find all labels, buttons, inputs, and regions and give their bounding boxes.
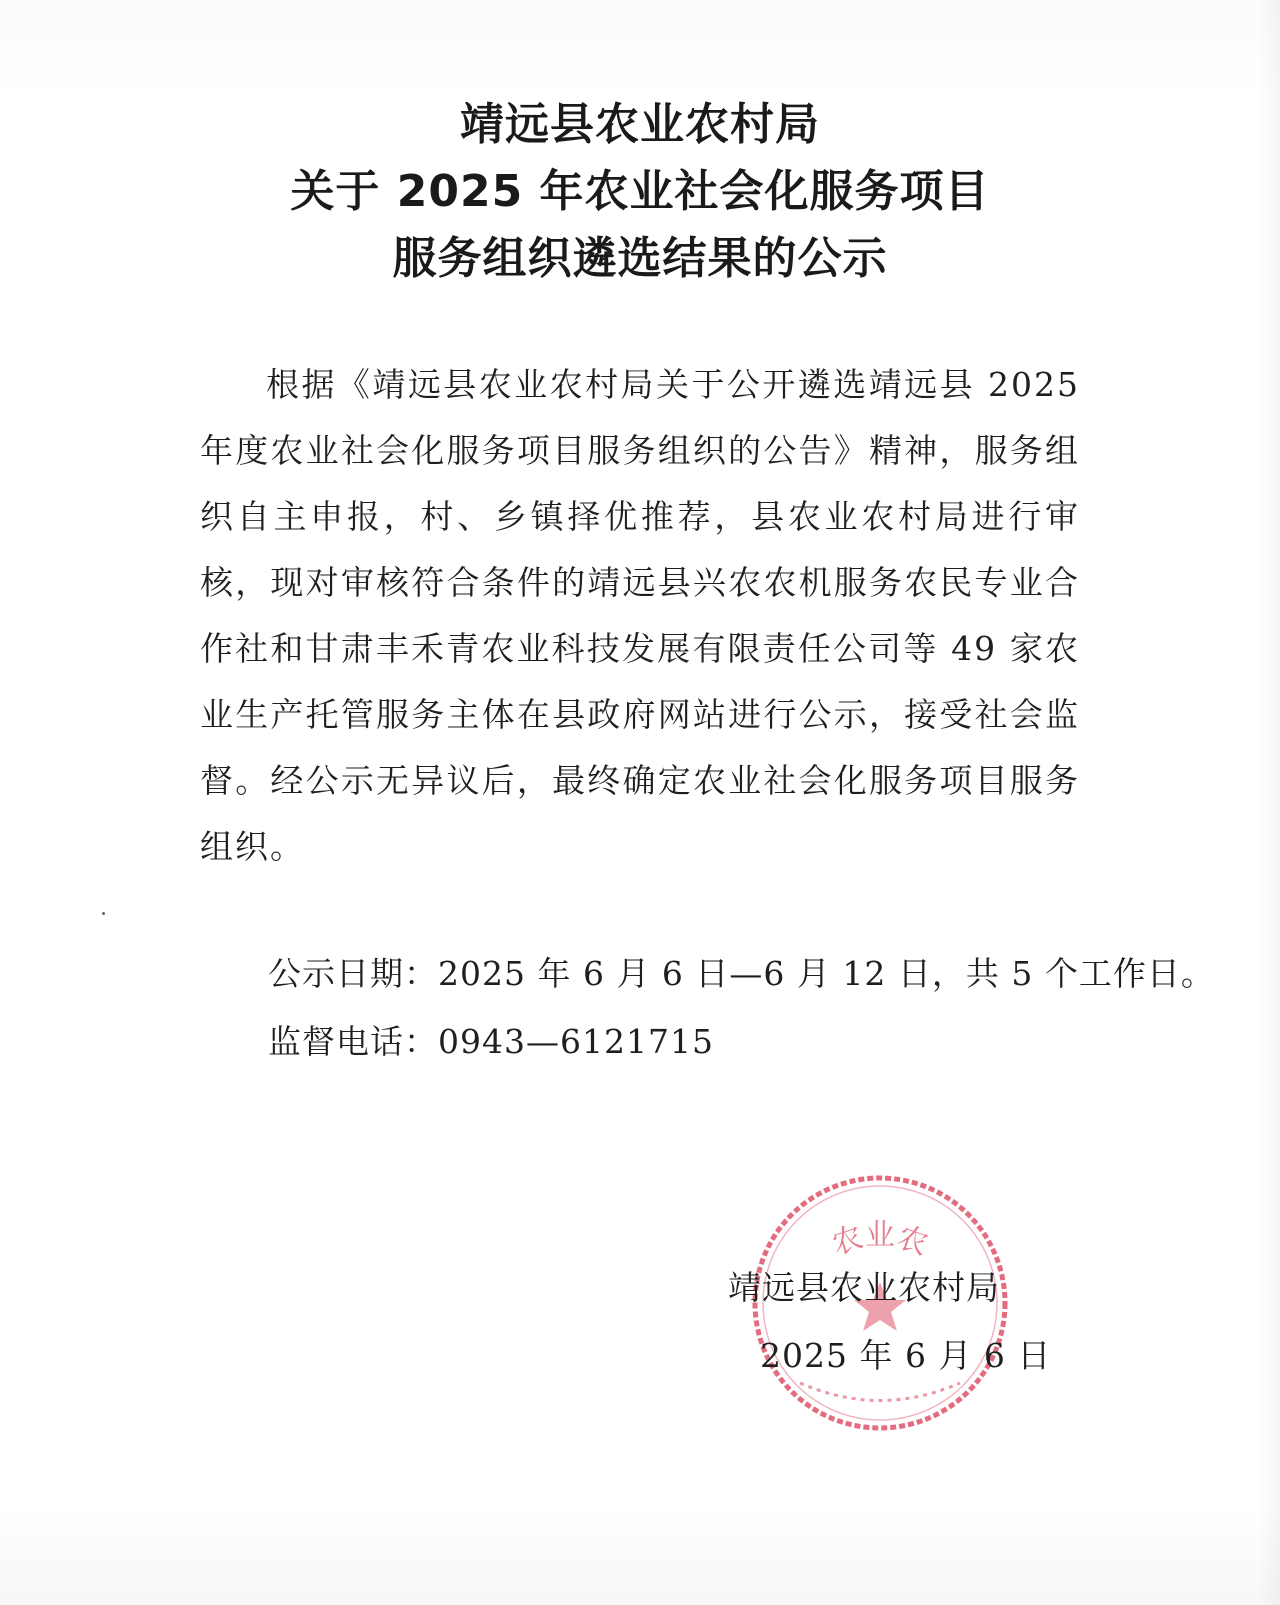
signature-date: 2025 年 6 月 6 日	[760, 1336, 1052, 1375]
title-line-1: 靖远县农业农村局	[460, 99, 820, 150]
body-paragraph: 根据《靖远县农业农村局关于公开遴选靖远县 2025 年度农业社会化服务项目服务组织的公告》精神，服务组织自主申报，村、乡镇择优推荐，县农业农村局进行审核，现对审核符合条件的靖远县兴农农机服务农民专业合作社和甘肃丰禾青农业科技发展有限责任公司等 49 家农业生产托管服务主体在县政府网站进行公示，接受社会监督。经公示无异议后，最终确定农业社会化服务项目服务组织。	[200, 365, 1080, 866]
title-line-2: 关于 2025 年农业社会化服务项目	[290, 166, 990, 217]
title-line-3: 服务组织遴选结果的公示	[392, 233, 888, 284]
signature-organization: 靖远县农业农村局	[728, 1268, 1000, 1307]
seal-arc-text: 农业农	[827, 1218, 933, 1263]
notice-date: 公示日期：2025 年 6 月 6 日—6 月 12 日，共 5 个工作日。	[268, 954, 1215, 993]
svg-text:农业农	[828, 1218, 933, 1262]
supervision-phone: 监督电话：0943—6121715	[268, 1022, 714, 1061]
scan-speck	[102, 912, 105, 915]
